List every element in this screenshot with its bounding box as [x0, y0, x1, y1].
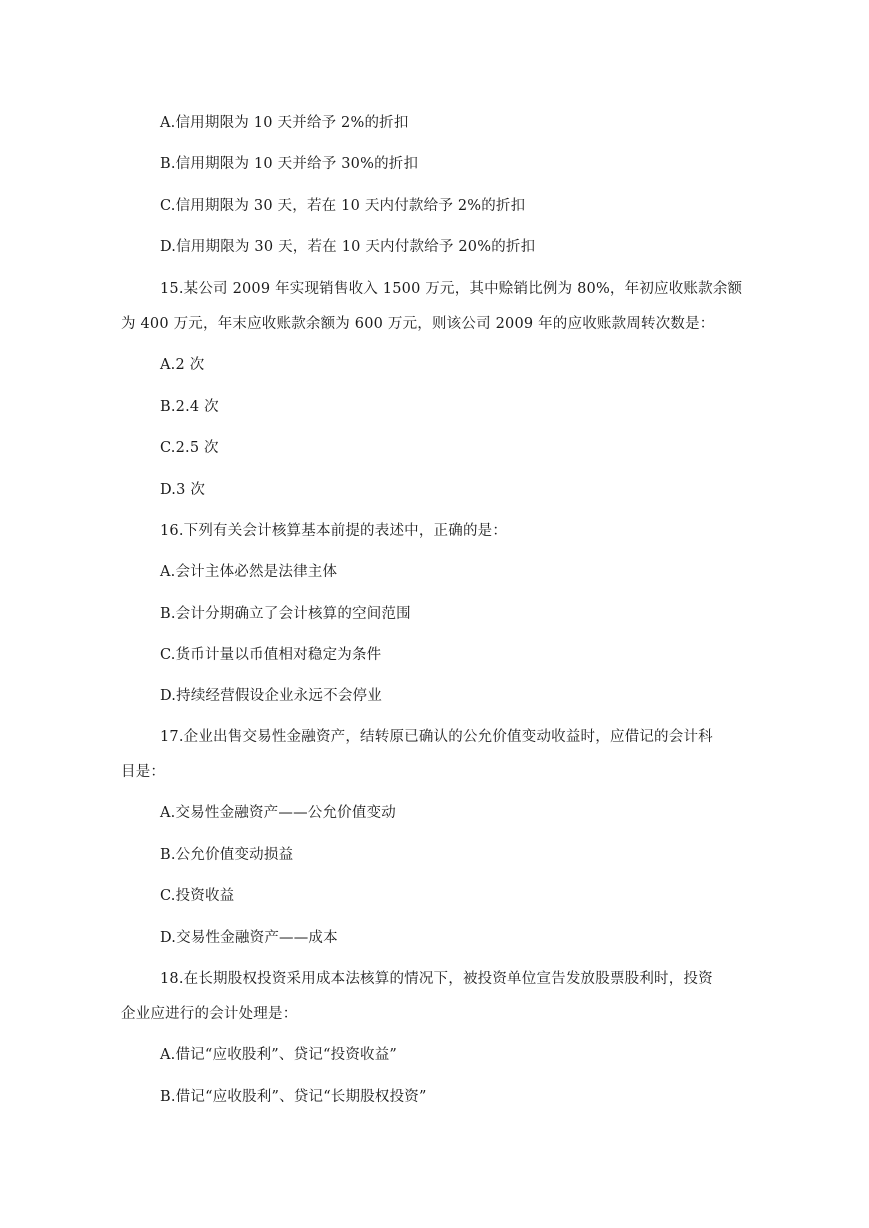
q15-option-b: B.2.4 次: [160, 399, 219, 415]
q17-question-line-1: 17.企业出售交易性金融资产，结转原已确认的公允价值变动收益时，应借记的会计科: [160, 729, 713, 745]
q17-question-line-2: 目是：: [121, 764, 166, 780]
q17-option-b: B.公允价值变动损益: [160, 847, 294, 863]
q14-option-b: B.信用期限为 10 天并给予 30%的折扣: [160, 156, 419, 172]
q16-option-d: D.持续经营假设企业永远不会停业: [160, 688, 382, 704]
q15-question-line-2: 为 400 万元，年末应收账款余额为 600 万元，则该公司 2009 年的应收账款周转次数是：: [121, 316, 715, 332]
q14-option-c: C.信用期限为 30 天，若在 10 天内付款给予 2%的折扣: [160, 198, 526, 214]
q15-question-line-1: 15.某公司 2009 年实现销售收入 1500 万元，其中赊销比例为 80%，年初应收账款余额: [160, 281, 743, 297]
q17-option-c: C.投资收益: [160, 888, 235, 904]
q17-option-d: D.交易性金融资产——成本: [160, 930, 338, 946]
q16-option-b: B.会计分期确立了会计核算的空间范围: [160, 606, 411, 622]
q15-option-c: C.2.5 次: [160, 440, 219, 456]
q15-option-d: D.3 次: [160, 482, 206, 498]
q14-option-a: A.信用期限为 10 天并给予 2%的折扣: [160, 115, 409, 131]
q16-option-a: A.会计主体必然是法律主体: [160, 564, 338, 580]
q14-option-d: D.信用期限为 30 天，若在 10 天内付款给予 20%的折扣: [160, 239, 536, 255]
q16-question: 16.下列有关会计核算基本前提的表述中，正确的是：: [160, 523, 508, 539]
q18-question-line-2: 企业应进行的会计处理是：: [121, 1006, 298, 1022]
q18-option-a: A.借记“应收股利”、贷记“投资收益”: [160, 1047, 398, 1063]
q18-option-b: B.借记“应收股利”、贷记“长期股权投资”: [160, 1089, 427, 1105]
q18-question-line-1: 18.在长期股权投资采用成本法核算的情况下，被投资单位宣告发放股票股利时，投资: [160, 971, 713, 987]
q17-option-a: A.交易性金融资产——公允价值变动: [160, 805, 396, 821]
q15-option-a: A.2 次: [160, 357, 205, 373]
q16-option-c: C.货币计量以币值相对稳定为条件: [160, 647, 382, 663]
